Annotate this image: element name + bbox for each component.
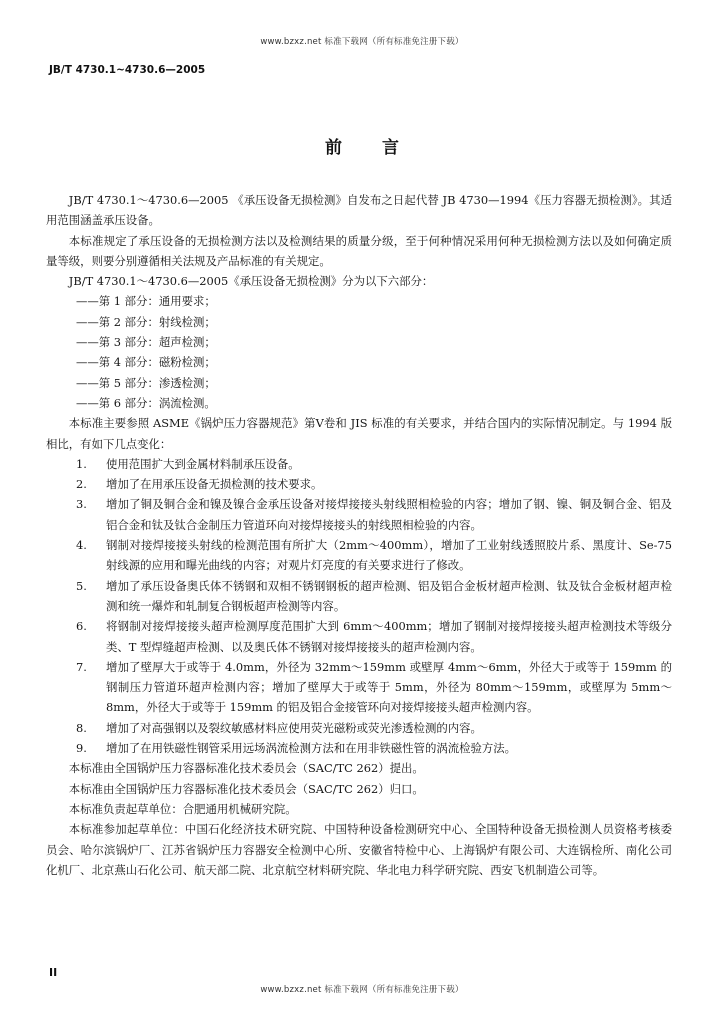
change-item xyxy=(46,738,672,758)
change-text: 钢制对接焊接接头射线的检测范围有所扩大（2mm～400mm），增加了工业射线透照胶片系、黑度计、Se-75 射线源的应用和曝光曲线的内容；对观片灯亮度的有关要求进行了修改。 xyxy=(106,538,672,573)
part-list-item: ——第 4 部分：磁粉检测； xyxy=(76,355,216,370)
standard-code: JB/T 4730.1~4730.6—2005 xyxy=(49,64,206,76)
closing-paragraph: 本标准负责起草单位：合肥通用机械研究院。 xyxy=(68,801,297,816)
change-number: 9. xyxy=(76,741,87,756)
intro-paragraph: JB/T 4730.1～4730.6—2005《承压设备无损检测》分为以下六部分： xyxy=(68,274,434,289)
change-item xyxy=(46,616,672,657)
part-list-item: ——第 3 部分：超声检测； xyxy=(76,335,216,350)
change-text: 增加了壁厚大于或等于 4.0mm，外径为 32mm～159mm 或壁厚 4mm～6mm，外径大于或等于 159mm 的钢制压力管道环超声检测内容；增加了壁厚大于或等于 5mm，外径为 80mm～159mm，或壁厚为 5mm～8mm，外径大于或等于 159mm 的铝及铝合金接管环向对接焊接接头超声检测内容。 xyxy=(106,659,672,715)
top-watermark: www.bzxz.net 标准下载网（所有标准免注册下载） xyxy=(260,37,464,47)
change-number: 4. xyxy=(76,538,87,553)
closing-paragraph: 本标准由全国锅炉压力容器标准化技术委员会（SAC/TC 262）归口。 xyxy=(68,781,424,796)
change-item xyxy=(46,657,672,718)
change-text: 增加了承压设备奥氏体不锈钢和双相不锈钢钢板的超声检测、铝及铝合金板材超声检测、钛及钛合金板材超声检测和统一爆炸和轧制复合钢板超声检测等内容。 xyxy=(106,578,672,613)
change-number: 1. xyxy=(76,456,87,471)
closing-paragraph: 本标准由全国锅炉压力容器标准化技术委员会（SAC/TC 262）提出。 xyxy=(68,761,424,776)
part-list-item: ——第 1 部分：通用要求； xyxy=(76,294,216,309)
change-item xyxy=(46,535,672,576)
intro-paragraph: JB/T 4730.1～4730.6—2005 《承压设备无损检测》自发布之日起代替 JB 4730—1994《压力容器无损检测》。其适用范围涵盖承压设备。 xyxy=(46,193,672,228)
document-body xyxy=(46,190,672,880)
change-number: 6. xyxy=(76,619,87,634)
closing-paragraph: 本标准参加起草单位：中国石化经济技术研究院、中国特种设备检测研究中心、全国特种设备无损检测人员资格考核委员会、哈尔滨锅炉厂、江苏省锅炉压力容器安全检测中心所、安徽省特检中心、上海锅炉有限公司、大连锅检所、南化公司化机厂、北京燕山石化公司、航天部二院、北京航空材料研究院、华北电力科学研究院、西安飞机制造公司等。 xyxy=(46,822,672,877)
page-number: II xyxy=(49,966,58,979)
change-text: 增加了铜及铜合金和镍及镍合金承压设备对接焊接接头射线照相检验的内容；增加了钢、镍、铜及铜合金、铝及铝合金和钛及钛合金制压力管道环向对接焊接接头的射线照相检验的内容。 xyxy=(106,497,672,532)
change-number: 2. xyxy=(76,477,87,492)
intro-paragraph: 本标准规定了承压设备的无损检测方法以及检测结果的质量分级，至于何种情况采用何种无损检测方法以及如何确定质量等级，则要分别遵循相关法规及产品标准的有关规定。 xyxy=(46,233,672,268)
page-title: 前言 xyxy=(325,138,439,158)
change-item xyxy=(46,718,672,738)
change-text: 增加了在用承压设备无损检测的技术要求。 xyxy=(106,477,323,492)
part-list-item: ——第 6 部分：涡流检测。 xyxy=(76,395,216,410)
change-text: 使用范围扩大到金属材料制承压设备。 xyxy=(106,456,300,471)
changes-intro: 本标准主要参照 ASME《锅炉压力容器规范》第Ⅴ卷和 JIS 标准的有关要求，并结合国内的实际情况制定。与 1994 版相比，有如下几点变化： xyxy=(46,416,672,451)
change-item xyxy=(46,576,672,617)
change-item xyxy=(46,474,672,494)
change-number: 8. xyxy=(76,720,87,735)
change-text: 将钢制对接焊接接头超声检测厚度范围扩大到 6mm～400mm；增加了钢制对接焊接接头超声检测技术等级分类、T 型焊缝超声检测、以及奥氏体不锈钢对接焊接接头的超声检测内容。 xyxy=(106,619,672,654)
part-list-item: ——第 5 部分：渗透检测； xyxy=(76,375,216,390)
change-text: 增加了对高强钢以及裂纹敏感材料应使用荧光磁粉或荧光渗透检测的内容。 xyxy=(106,720,482,735)
part-list-item: ——第 2 部分：射线检测； xyxy=(76,314,216,329)
change-item xyxy=(46,454,672,474)
change-item xyxy=(46,494,672,535)
bottom-watermark: www.bzxz.net 标准下载网（所有标准免注册下载） xyxy=(260,985,464,995)
change-number: 3. xyxy=(76,497,87,512)
change-number: 5. xyxy=(76,578,87,593)
change-number: 7. xyxy=(76,659,87,674)
change-text: 增加了在用铁磁性钢管采用远场涡流检测方法和在用非铁磁性管的涡流检验方法。 xyxy=(106,741,517,756)
